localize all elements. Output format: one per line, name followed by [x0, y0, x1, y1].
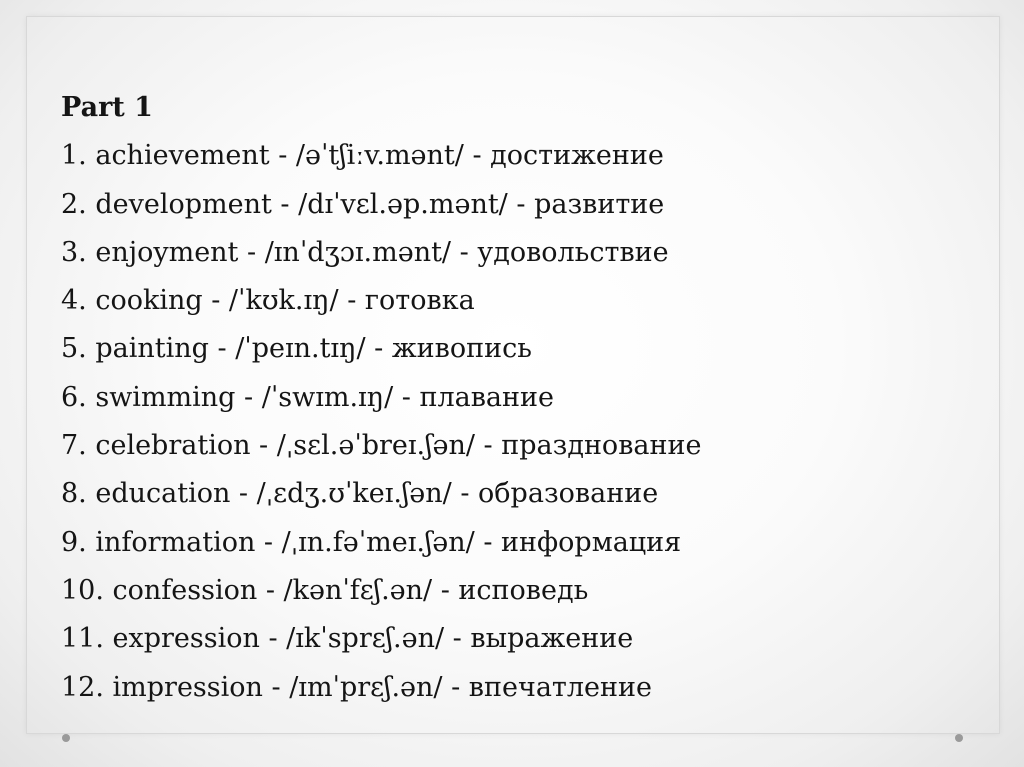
- slide-content: [61, 84, 981, 712]
- decorative-dot-right: [955, 734, 963, 742]
- list-item: 11. expression - /ɪkˈsprɛʃ.ən/ - выражение: [61, 623, 634, 655]
- decorative-dot-left: [62, 734, 70, 742]
- slide-title: Part 1: [61, 92, 153, 123]
- list-item: 1. achievement - /əˈtʃiːv.mənt/ - достижение: [61, 140, 664, 172]
- list-item: 4. cooking - /ˈkʊk.ɪŋ/ - готовка: [61, 285, 475, 317]
- list-item: 7. celebration - /ˌsɛl.əˈbreɪ.ʃən/ - празднование: [61, 430, 702, 462]
- list-item: 2. development - /dɪˈvɛl.əp.mənt/ - развитие: [61, 188, 665, 220]
- list-item: 6. swimming - /ˈswɪm.ɪŋ/ - плавание: [61, 381, 554, 413]
- list-item: 9. information - /ˌɪn.fəˈmeɪ.ʃən/ - информация: [61, 526, 682, 558]
- list-item: 8. education - /ˌɛdʒ.ʊˈkeɪ.ʃən/ - образование: [61, 478, 659, 510]
- list-item: 12. impression - /ɪmˈprɛʃ.ən/ - впечатление: [61, 671, 652, 703]
- list-item: 3. enjoyment - /ɪnˈdʒɔɪ.mənt/ - удовольствие: [61, 236, 669, 268]
- list-item: 10. confession - /kənˈfɛʃ.ən/ - исповедь: [61, 574, 589, 606]
- list-item: 5. painting - /ˈpeɪn.tɪŋ/ - живопись: [61, 333, 532, 365]
